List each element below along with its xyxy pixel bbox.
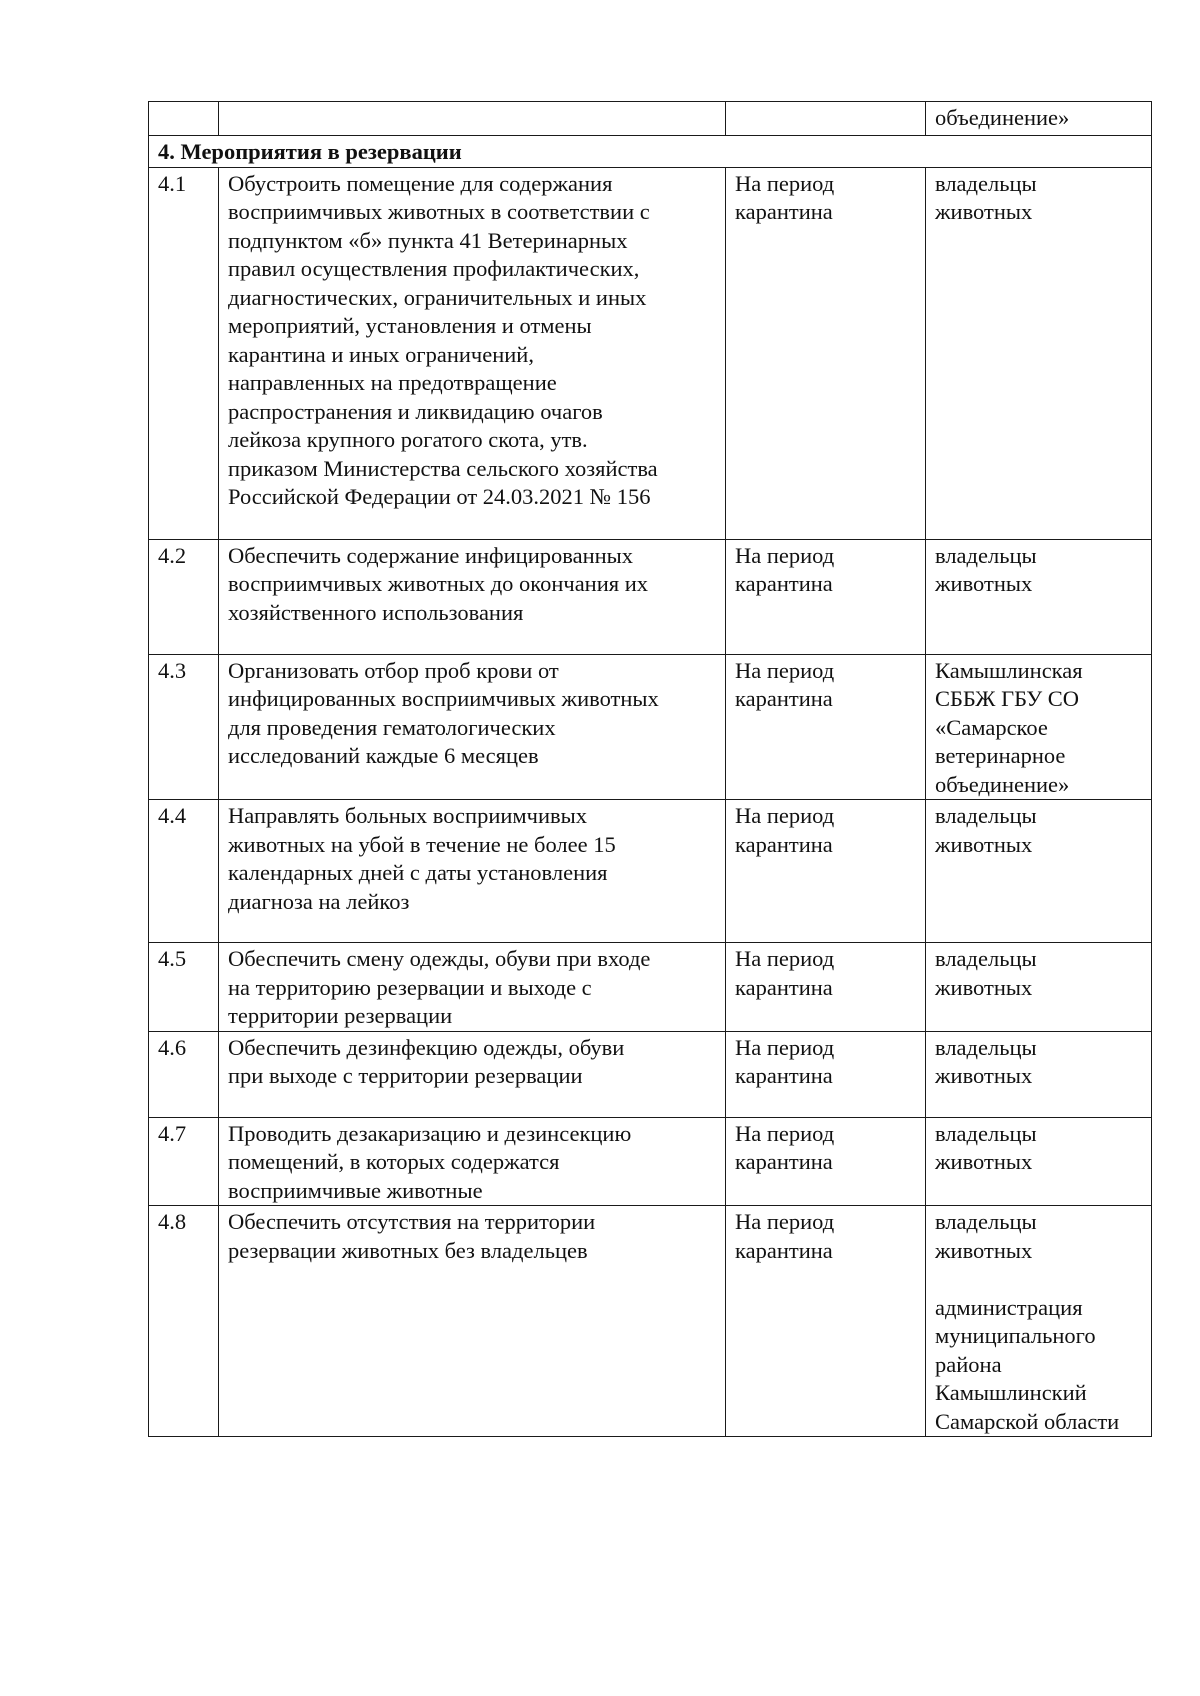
row-action: Направлять больных восприимчивых животных на убой в течение не более 15 календарных дней с даты установления диагноза на лейкоз: [219, 800, 726, 943]
row-responsible: владельцы животных: [926, 943, 1152, 1032]
table-row: [149, 943, 1152, 1032]
section-header-row: [149, 136, 1152, 168]
row-term: На период карантина: [726, 1206, 926, 1437]
row-responsible: владельцы животных: [926, 167, 1152, 539]
row-action: Организовать отбор проб крови от инфицированных восприимчивых животных для проведения гематологических исследований каждые 6 месяцев: [219, 654, 726, 800]
table-row: [149, 539, 1152, 654]
table-row: [149, 1031, 1152, 1117]
row-number: 4.6: [149, 1031, 219, 1117]
row-responsible: владельцы животных: [926, 1117, 1152, 1206]
cell-action-empty: [219, 102, 726, 136]
cell-num-empty: [149, 102, 219, 136]
cell-term-empty: [726, 102, 926, 136]
row-responsible: владельцы животных: [926, 800, 1152, 943]
row-number: 4.7: [149, 1117, 219, 1206]
table-row-continuation: [149, 102, 1152, 136]
row-number: 4.4: [149, 800, 219, 943]
row-number: 4.8: [149, 1206, 219, 1437]
row-number: 4.5: [149, 943, 219, 1032]
row-action: Обустроить помещение для содержания восприимчивых животных в соответствии с подпунктом «б» пункта 41 Ветеринарных правил осуществления профилактических, диагностических, ограничительных и иных мероприятий, установления и отмены карантина и иных ограничений, направленных на предотвращение распространения и ликвидацию очагов лейкоза крупного рогатого скота, утв. приказом Министерства сельского хозяйства Российской Федерации от 24.03.2021 № 156: [219, 167, 726, 539]
measures-table: [148, 101, 1152, 1437]
row-term: На период карантина: [726, 800, 926, 943]
row-term: На период карантина: [726, 943, 926, 1032]
row-number: 4.1: [149, 167, 219, 539]
section-title: 4. Мероприятия в резервации: [149, 136, 1152, 168]
row-number: 4.2: [149, 539, 219, 654]
row-responsible: владельцы животных администрация муниципального района Камышлинский Самарской области: [926, 1206, 1152, 1437]
row-responsible: владельцы животных: [926, 1031, 1152, 1117]
row-action: Обеспечить содержание инфицированных восприимчивых животных до окончания их хозяйственного использования: [219, 539, 726, 654]
row-term: На период карантина: [726, 539, 926, 654]
row-term: На период карантина: [726, 167, 926, 539]
table-row: [149, 167, 1152, 539]
table-row: [149, 1206, 1152, 1437]
row-action: Проводить дезакаризацию и дезинсекцию помещений, в которых содержатся восприимчивые животные: [219, 1117, 726, 1206]
row-term: На период карантина: [726, 1031, 926, 1117]
row-responsible: Камышлинская СББЖ ГБУ СО «Самарское ветеринарное объединение»: [926, 654, 1152, 800]
row-term: На период карантина: [726, 1117, 926, 1206]
row-term: На период карантина: [726, 654, 926, 800]
table-row: [149, 800, 1152, 943]
cell-responsible: объединение»: [926, 102, 1152, 136]
row-responsible: владельцы животных: [926, 539, 1152, 654]
table-row: [149, 654, 1152, 800]
row-action: Обеспечить отсутствия на территории резервации животных без владельцев: [219, 1206, 726, 1437]
row-action: Обеспечить смену одежды, обуви при входе на территорию резервации и выходе с территории резервации: [219, 943, 726, 1032]
row-action: Обеспечить дезинфекцию одежды, обуви при выходе с территории резервации: [219, 1031, 726, 1117]
table-row: [149, 1117, 1152, 1206]
row-number: 4.3: [149, 654, 219, 800]
